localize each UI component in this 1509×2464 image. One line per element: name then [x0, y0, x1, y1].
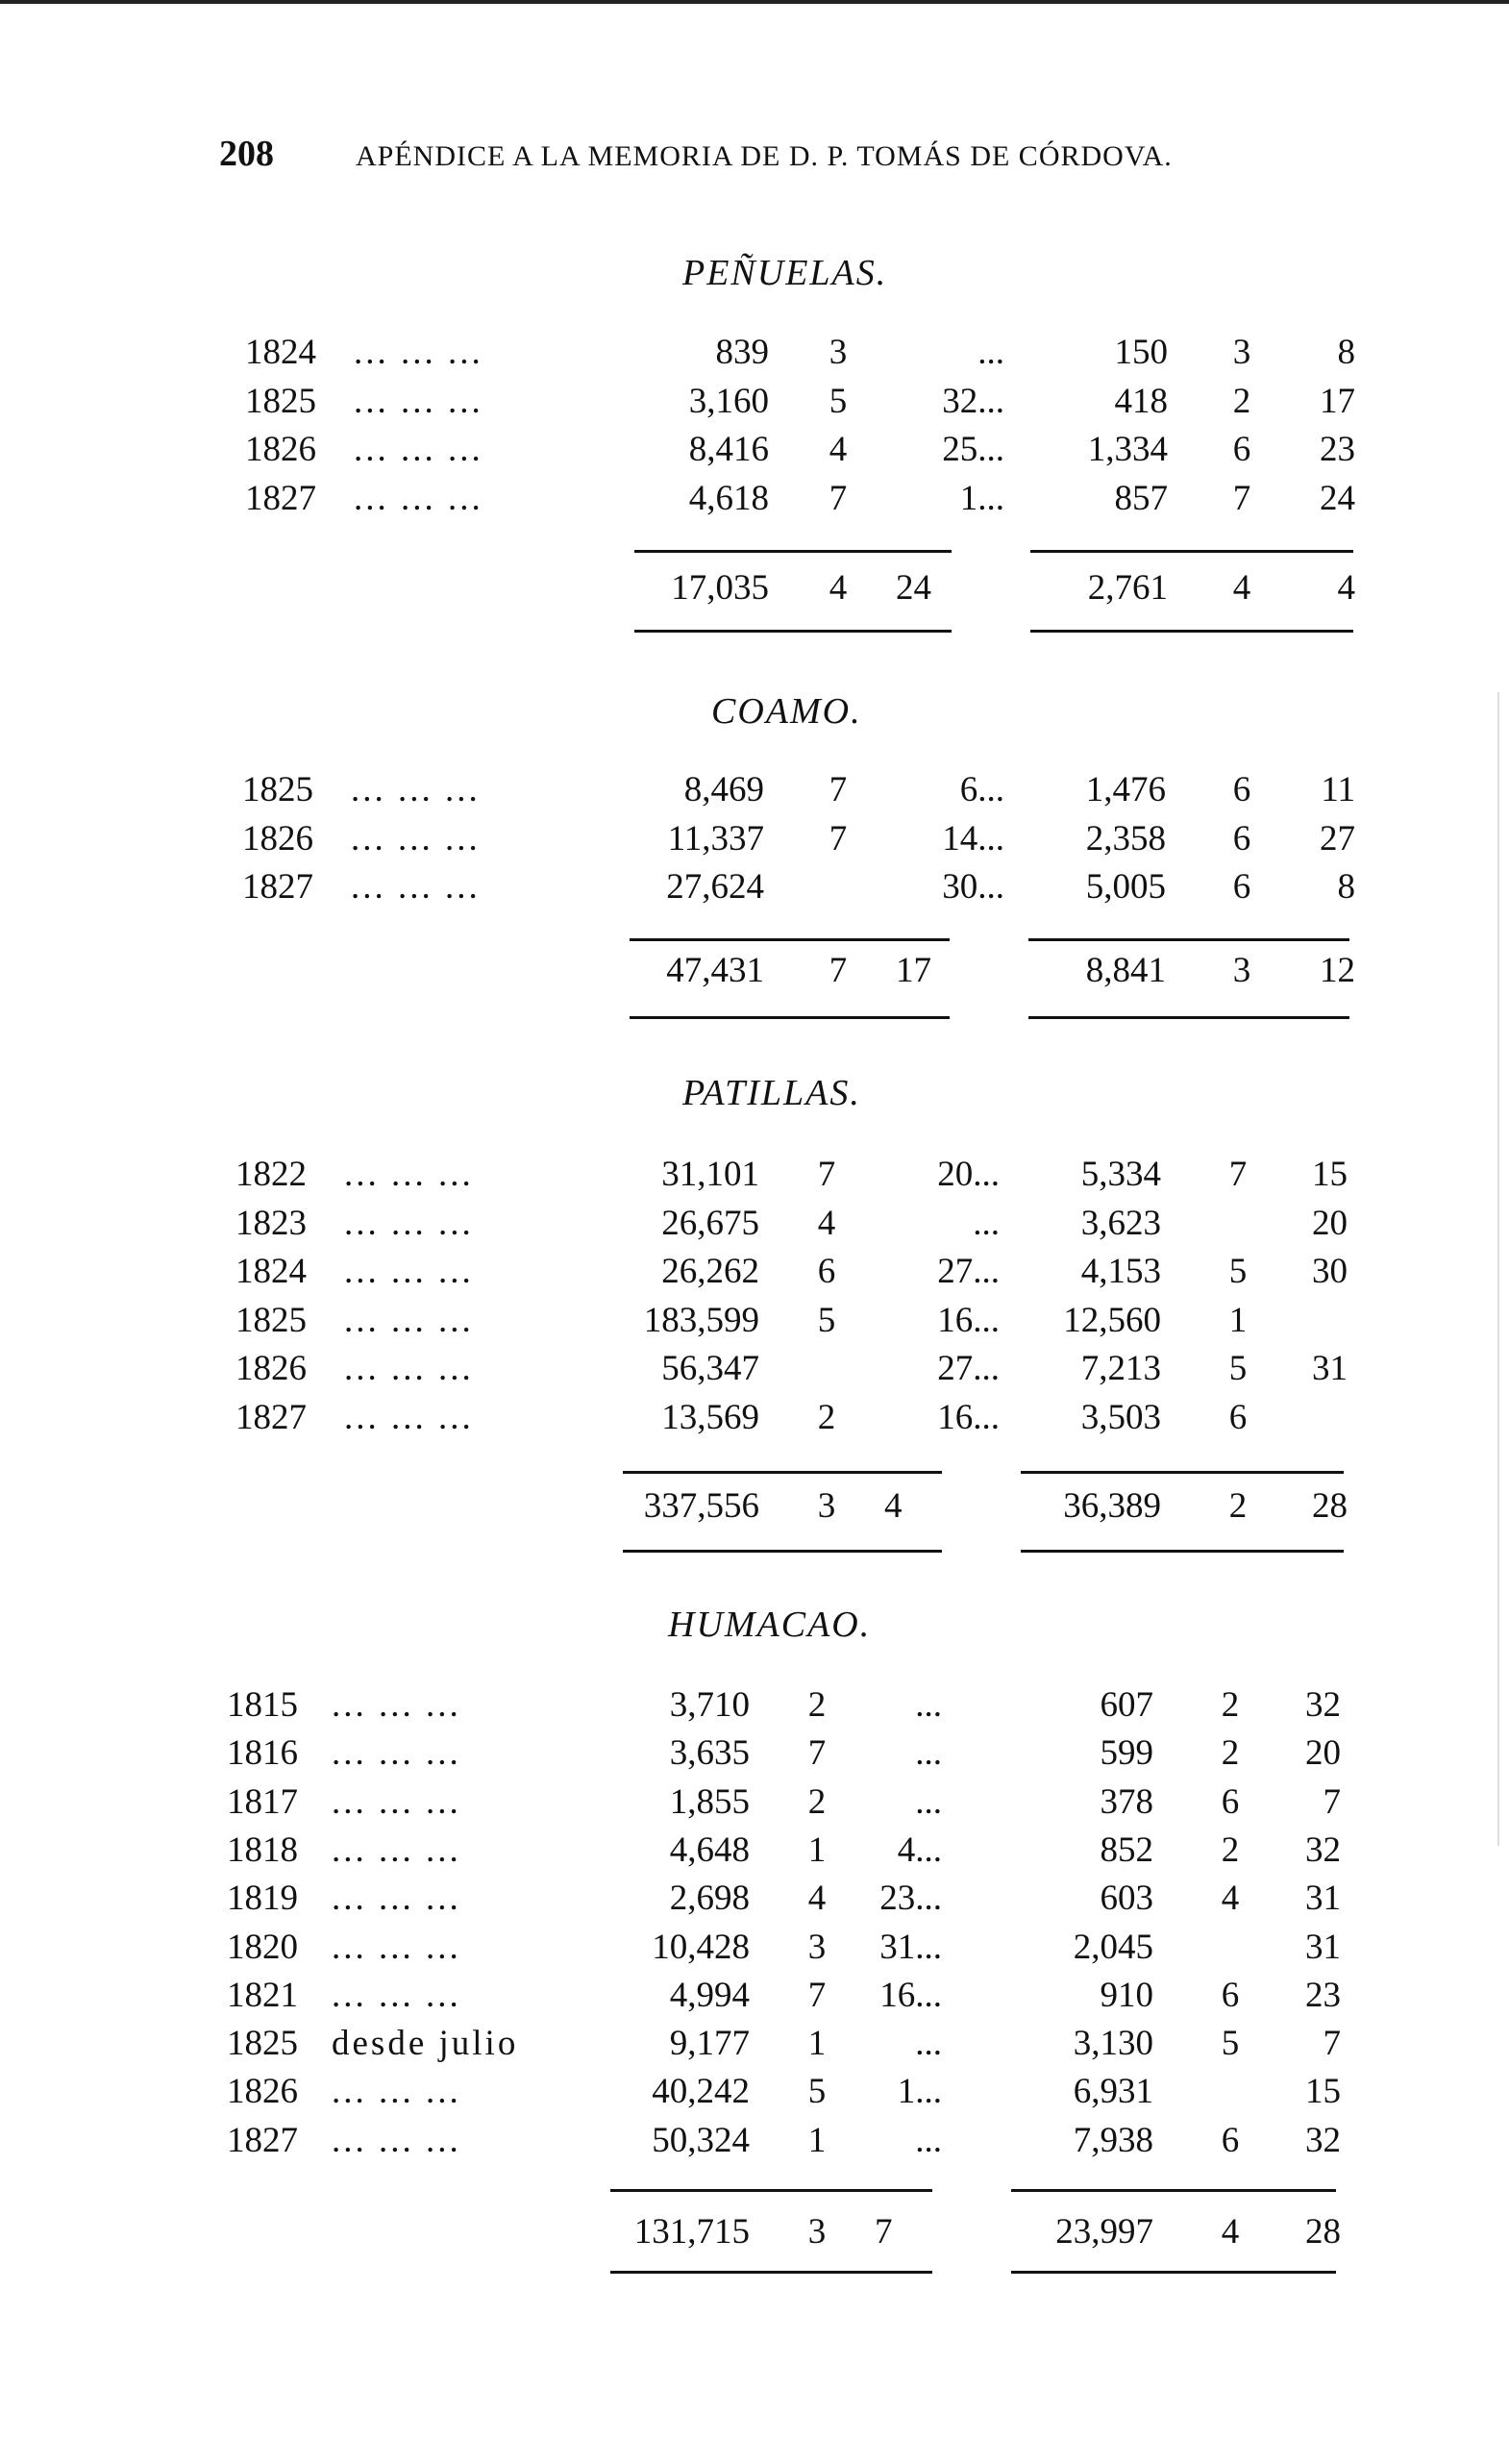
leader-dots: ... ... ...: [344, 1203, 474, 1243]
value-cell: 24: [1320, 478, 1355, 518]
value-cell: 150: [1114, 333, 1168, 372]
total-rule-left: [634, 550, 952, 553]
bottom-rule-left: [610, 2271, 932, 2274]
value-cell: 2,045: [1073, 1927, 1153, 1967]
running-title: APÉNDICE A LA MEMORIA DE D. P. TOMÁS DE CÓRDOVA.: [356, 140, 1173, 172]
value-cell: 6: [817, 1252, 836, 1291]
value-cell: 30: [1312, 1252, 1348, 1291]
value-cell: 1: [807, 1829, 827, 1870]
leader-dots: ... ... ...: [344, 1155, 474, 1194]
value-cell: 16...: [937, 1300, 1000, 1340]
table-row: [0, 1781, 1509, 1829]
leader-dots: ... ... ...: [344, 1252, 474, 1291]
value-cell: 7: [1323, 2024, 1341, 2064]
total-row: [0, 950, 1509, 998]
year-cell: 1823: [235, 1203, 307, 1243]
value-cell: 3,710: [669, 1685, 750, 1725]
bottom-rule-right: [1011, 2271, 1336, 2274]
page-number: 208: [219, 134, 274, 174]
value-cell: 2: [1221, 1733, 1240, 1774]
year-cell: 1815: [227, 1685, 298, 1725]
value-cell: 40,242: [652, 2072, 750, 2112]
value-cell: 6: [1232, 770, 1251, 809]
total-cell: 4: [829, 568, 848, 608]
table-row: [0, 1732, 1509, 1780]
total-cell: 7: [875, 2212, 893, 2252]
value-cell: 2: [1221, 1685, 1240, 1725]
value-cell: 4...: [897, 1829, 942, 1870]
value-cell: 6: [1232, 818, 1251, 859]
value-cell: 32: [1305, 2120, 1341, 2160]
year-cell: 1825: [235, 1300, 307, 1340]
table-row: [0, 1975, 1509, 2023]
value-cell: 3,130: [1073, 2024, 1153, 2064]
total-cell: 23,997: [1055, 2212, 1153, 2252]
value-cell: 5: [1221, 2024, 1240, 2064]
value-cell: 603: [1100, 1879, 1153, 1919]
total-cell: 8,841: [1085, 951, 1166, 990]
table-row: [0, 818, 1509, 866]
total-cell: 131,715: [633, 2212, 750, 2252]
value-cell: 8,469: [683, 770, 764, 809]
leader-dots: ... ... ...: [332, 1879, 461, 1919]
value-cell: 32...: [942, 381, 1004, 421]
total-cell: 24: [896, 568, 931, 608]
year-cell: 1819: [227, 1879, 298, 1919]
value-cell: 7: [807, 1733, 827, 1774]
value-cell: 27: [1320, 818, 1355, 859]
leader-dots: ... ... ...: [351, 818, 481, 859]
table-row: [0, 1927, 1509, 1975]
note-cell: desde julio: [332, 2024, 519, 2064]
value-cell: 7,213: [1080, 1349, 1161, 1388]
year-cell: 1827: [227, 2120, 298, 2160]
value-cell: 10,428: [652, 1927, 750, 1967]
value-cell: 1...: [959, 478, 1004, 518]
value-cell: 3: [829, 333, 848, 372]
table-row: [0, 1300, 1509, 1348]
leader-dots: ... ... ...: [354, 381, 483, 421]
year-cell: 1826: [242, 818, 313, 859]
value-cell: 1: [807, 2024, 827, 2064]
value-cell: 839: [715, 333, 769, 372]
leader-dots: ... ... ...: [344, 1349, 474, 1388]
leader-dots: ... ... ...: [351, 867, 481, 907]
total-rule-left: [630, 938, 950, 941]
year-cell: 1827: [242, 867, 313, 907]
year-cell: 1821: [227, 1975, 298, 2015]
value-cell: 31: [1312, 1349, 1348, 1388]
value-cell: 4: [1221, 1879, 1240, 1919]
value-cell: 3: [1232, 333, 1251, 372]
value-cell: 2,358: [1085, 818, 1166, 859]
total-cell: 337,556: [643, 1486, 759, 1526]
bottom-rule-right: [1028, 1016, 1349, 1019]
table-row: [0, 1348, 1509, 1396]
value-cell: 2: [1232, 381, 1251, 421]
value-cell: 7: [817, 1155, 836, 1194]
total-cell: 12: [1320, 951, 1355, 990]
value-cell: 3: [807, 1927, 827, 1967]
table-row: [0, 1154, 1509, 1202]
value-cell: 7: [1232, 478, 1251, 518]
value-cell: 27...: [937, 1349, 1000, 1388]
value-cell: 607: [1100, 1685, 1153, 1725]
value-cell: 2,698: [669, 1879, 750, 1919]
table-row: [0, 1397, 1509, 1445]
leader-dots: ... ... ...: [332, 2120, 461, 2160]
value-cell: 3,160: [688, 381, 769, 421]
value-cell: 6: [1228, 1397, 1248, 1437]
total-rule-right: [1030, 550, 1353, 553]
value-cell: 2: [807, 1781, 827, 1822]
year-cell: 1825: [245, 381, 316, 421]
bottom-rule-right: [1030, 630, 1353, 633]
value-cell: 16...: [879, 1975, 942, 2015]
value-cell: 27,624: [666, 867, 764, 907]
value-cell: 31: [1305, 1927, 1341, 1967]
value-cell: 16...: [937, 1397, 1000, 1437]
total-rule-right: [1011, 2189, 1336, 2192]
total-cell: 3: [807, 2212, 827, 2252]
top-edge-rule: [0, 0, 1509, 4]
leader-dots: ... ... ...: [354, 478, 483, 518]
year-cell: 1825: [227, 2024, 298, 2064]
bottom-rule-left: [634, 630, 952, 633]
table-row: [0, 1878, 1509, 1926]
value-cell: 56,347: [661, 1349, 759, 1388]
total-cell: 4: [1232, 568, 1251, 608]
value-cell: 5,005: [1085, 867, 1166, 907]
value-cell: 6...: [959, 770, 1004, 809]
value-cell: ...: [915, 2024, 942, 2064]
value-cell: 5: [807, 2072, 827, 2112]
value-cell: 2: [807, 1685, 827, 1725]
value-cell: 8: [1337, 867, 1355, 907]
table-row: [0, 1203, 1509, 1251]
year-cell: 1825: [242, 770, 313, 809]
bottom-rule-right: [1021, 1550, 1344, 1553]
total-cell: 4: [1337, 568, 1355, 608]
value-cell: 3,503: [1080, 1397, 1161, 1437]
value-cell: 857: [1114, 478, 1168, 518]
value-cell: ...: [915, 1733, 942, 1774]
value-cell: 20: [1305, 1733, 1341, 1774]
value-cell: 14...: [942, 818, 1004, 859]
value-cell: 27...: [937, 1252, 1000, 1291]
total-cell: 2,761: [1087, 568, 1168, 608]
value-cell: 1...: [897, 2072, 942, 2112]
value-cell: ...: [915, 1685, 942, 1725]
table-row: [0, 769, 1509, 817]
value-cell: 17: [1320, 381, 1355, 421]
value-cell: ...: [915, 1781, 942, 1822]
leader-dots: ... ... ...: [332, 1685, 461, 1725]
value-cell: 5: [829, 381, 848, 421]
value-cell: 4,153: [1080, 1252, 1161, 1291]
total-cell: 17,035: [671, 568, 769, 608]
year-cell: 1824: [245, 333, 316, 372]
table-row: [0, 866, 1509, 914]
value-cell: 7: [829, 818, 848, 859]
total-cell: 17: [896, 951, 931, 990]
value-cell: 1,334: [1087, 430, 1168, 469]
value-cell: 15: [1312, 1155, 1348, 1194]
leader-dots: ... ... ...: [344, 1397, 474, 1437]
bottom-rule-left: [630, 1016, 950, 1019]
total-cell: 36,389: [1063, 1486, 1161, 1526]
total-rule-left: [610, 2189, 932, 2192]
page-edge-shadow: [1497, 692, 1499, 1846]
value-cell: 6: [1232, 867, 1251, 907]
value-cell: 8,416: [688, 430, 769, 469]
value-cell: 7: [829, 770, 848, 809]
value-cell: ...: [915, 2120, 942, 2160]
year-cell: 1824: [235, 1252, 307, 1291]
value-cell: 4,994: [669, 1975, 750, 2015]
value-cell: 12,560: [1063, 1300, 1161, 1340]
section-title: PEÑUELAS.: [682, 253, 888, 293]
total-row: [0, 567, 1509, 615]
value-cell: 25...: [942, 430, 1004, 469]
table-row: [0, 2120, 1509, 2168]
table-row: [0, 2071, 1509, 2119]
total-rule-right: [1028, 938, 1349, 941]
table-row: [0, 332, 1509, 380]
value-cell: 1: [807, 2120, 827, 2160]
value-cell: 6: [1221, 1975, 1240, 2015]
value-cell: 5: [817, 1300, 836, 1340]
table-row: [0, 381, 1509, 429]
value-cell: 5: [1228, 1252, 1248, 1291]
total-row: [0, 2211, 1509, 2259]
value-cell: 4,618: [688, 478, 769, 518]
bottom-rule-left: [623, 1550, 942, 1553]
value-cell: 4: [829, 430, 848, 469]
total-cell: 47,431: [666, 951, 764, 990]
value-cell: 3,623: [1080, 1203, 1161, 1243]
total-cell: 28: [1312, 1486, 1348, 1526]
table-row: [0, 1829, 1509, 1878]
value-cell: 5,334: [1080, 1155, 1161, 1194]
value-cell: 4: [807, 1879, 827, 1919]
value-cell: 418: [1114, 381, 1168, 421]
value-cell: 32: [1305, 1685, 1341, 1725]
year-cell: 1817: [227, 1781, 298, 1822]
total-cell: 3: [1232, 951, 1251, 990]
value-cell: 23: [1320, 430, 1355, 469]
year-cell: 1826: [235, 1349, 307, 1388]
leader-dots: ... ... ...: [332, 1781, 461, 1822]
leader-dots: ... ... ...: [332, 1927, 461, 1967]
value-cell: 2: [817, 1397, 836, 1437]
table-row: [0, 1251, 1509, 1299]
value-cell: 6: [1221, 2120, 1240, 2160]
total-rule-right: [1021, 1471, 1344, 1474]
year-cell: 1818: [227, 1829, 298, 1870]
year-cell: 1820: [227, 1927, 298, 1967]
value-cell: ...: [977, 333, 1004, 372]
leader-dots: ... ... ...: [351, 770, 481, 809]
leader-dots: ... ... ...: [332, 1733, 461, 1774]
leader-dots: ... ... ...: [354, 430, 483, 469]
value-cell: 7: [829, 478, 848, 518]
year-cell: 1827: [245, 478, 316, 518]
value-cell: 8: [1337, 333, 1355, 372]
value-cell: 910: [1100, 1975, 1153, 2015]
total-cell: 3: [817, 1486, 836, 1526]
value-cell: 7,938: [1073, 2120, 1153, 2160]
value-cell: 183,599: [643, 1300, 759, 1340]
value-cell: 5: [1228, 1349, 1248, 1388]
total-cell: 28: [1305, 2212, 1341, 2252]
total-rule-left: [623, 1471, 942, 1474]
total-cell: 2: [1228, 1486, 1248, 1526]
total-row: [0, 1485, 1509, 1533]
value-cell: 31...: [879, 1927, 942, 1967]
value-cell: 31,101: [661, 1155, 759, 1194]
value-cell: 1: [1228, 1300, 1248, 1340]
value-cell: 30...: [942, 867, 1004, 907]
leader-dots: ... ... ...: [344, 1300, 474, 1340]
total-cell: 4: [1221, 2212, 1240, 2252]
value-cell: 6: [1232, 430, 1251, 469]
value-cell: 7: [1323, 1781, 1341, 1822]
leader-dots: ... ... ...: [332, 1975, 461, 2015]
page-header: [219, 133, 1324, 179]
value-cell: 32: [1305, 1829, 1341, 1870]
table-row: [0, 478, 1509, 526]
leader-dots: ... ... ...: [354, 333, 483, 372]
value-cell: 6: [1221, 1781, 1240, 1822]
year-cell: 1827: [235, 1397, 307, 1437]
value-cell: 26,675: [661, 1203, 759, 1243]
value-cell: 599: [1100, 1733, 1153, 1774]
year-cell: 1826: [227, 2072, 298, 2112]
value-cell: 6,931: [1073, 2072, 1153, 2112]
year-cell: 1816: [227, 1733, 298, 1774]
value-cell: 23: [1305, 1975, 1341, 2015]
value-cell: 50,324: [652, 2120, 750, 2160]
value-cell: 13,569: [661, 1397, 759, 1437]
value-cell: 1,476: [1085, 770, 1166, 809]
value-cell: 852: [1100, 1829, 1153, 1870]
table-row: [0, 1684, 1509, 1732]
value-cell: 15: [1305, 2072, 1341, 2112]
total-cell: 7: [829, 951, 848, 990]
year-cell: 1822: [235, 1155, 307, 1194]
section-title: COAMO.: [711, 691, 862, 732]
total-cell: 4: [884, 1486, 903, 1526]
value-cell: 3,635: [669, 1733, 750, 1774]
value-cell: 378: [1100, 1781, 1153, 1822]
table-row: [0, 429, 1509, 477]
section-title: HUMACAO.: [668, 1605, 872, 1645]
value-cell: ...: [973, 1203, 1000, 1243]
value-cell: 7: [1228, 1155, 1248, 1194]
value-cell: 2: [1221, 1829, 1240, 1870]
value-cell: 31: [1305, 1879, 1341, 1919]
value-cell: 26,262: [661, 1252, 759, 1291]
value-cell: 11: [1321, 770, 1355, 809]
value-cell: 1,855: [669, 1781, 750, 1822]
value-cell: 4: [817, 1203, 836, 1243]
value-cell: 20...: [937, 1155, 1000, 1194]
value-cell: 7: [807, 1975, 827, 2015]
leader-dots: ... ... ...: [332, 1829, 461, 1870]
value-cell: 4,648: [669, 1829, 750, 1870]
section-title: PATILLAS.: [682, 1073, 861, 1113]
value-cell: 11,337: [667, 818, 764, 859]
year-cell: 1826: [245, 430, 316, 469]
value-cell: 23...: [879, 1879, 942, 1919]
value-cell: 9,177: [669, 2024, 750, 2064]
leader-dots: ... ... ...: [332, 2072, 461, 2112]
table-row: [0, 2023, 1509, 2071]
value-cell: 20: [1312, 1203, 1348, 1243]
